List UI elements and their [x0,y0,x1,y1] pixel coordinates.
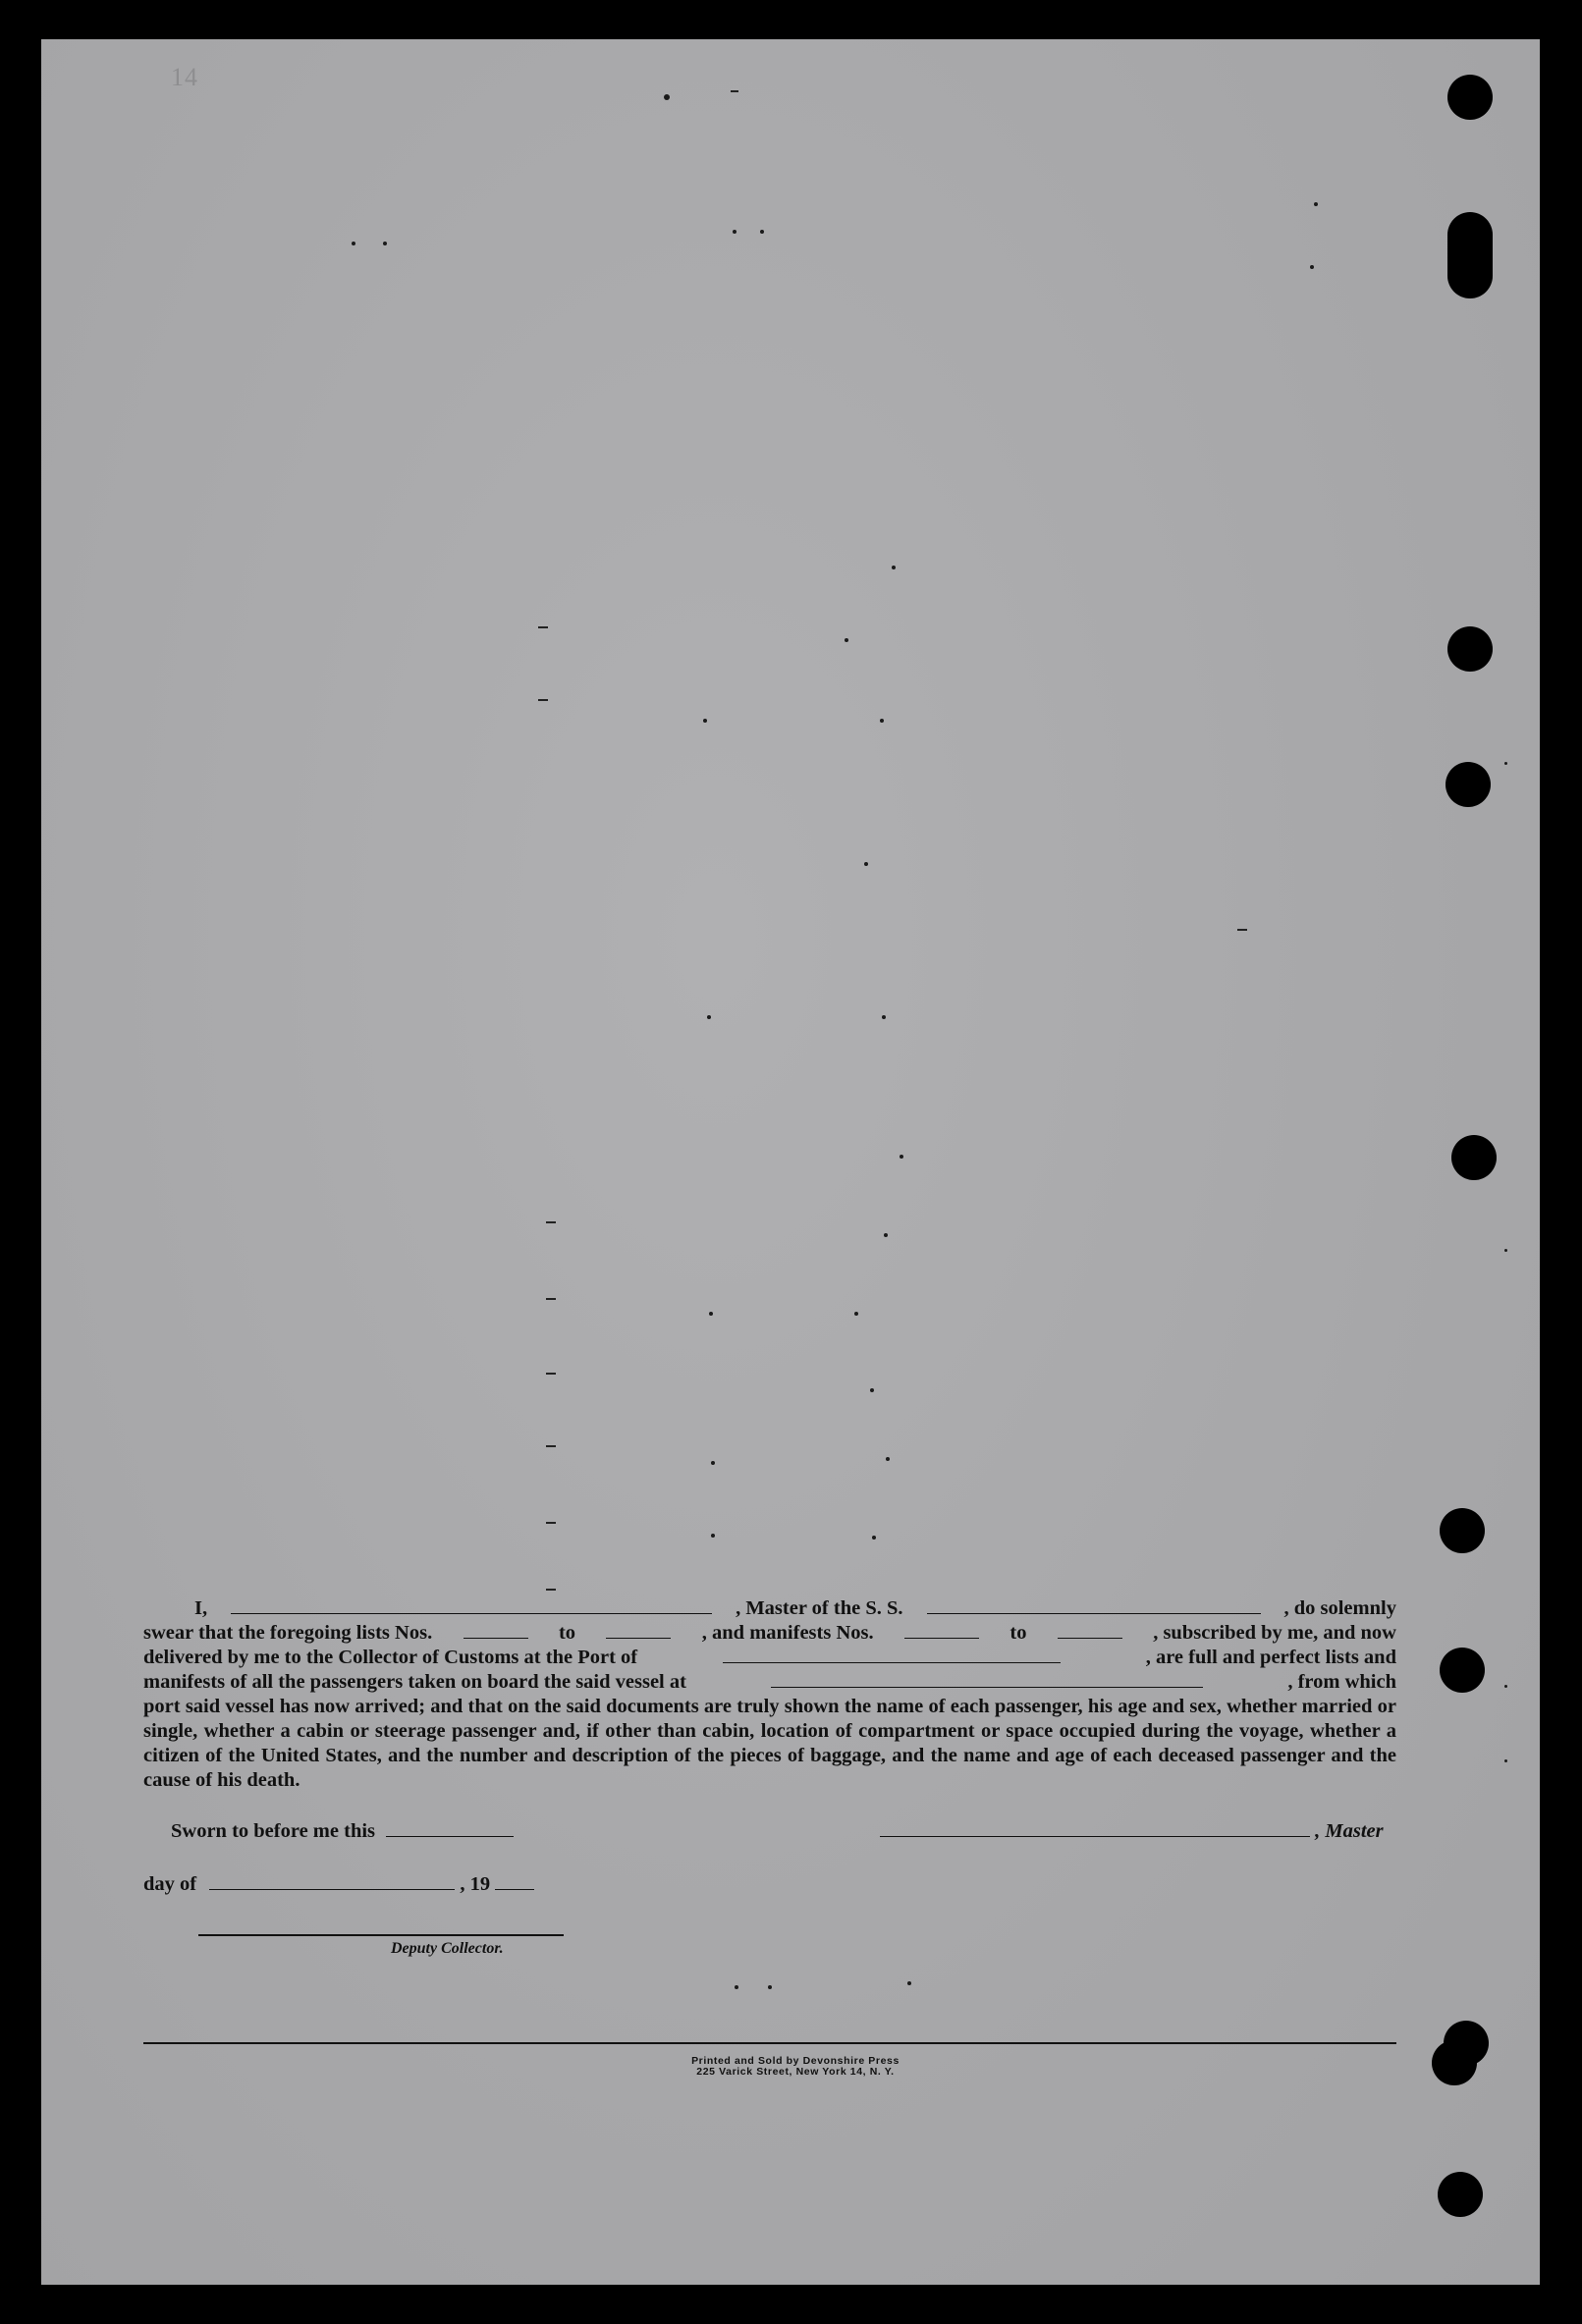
master-name-blank[interactable] [231,1597,712,1614]
deputy-collector-label: Deputy Collector. [391,1940,504,1957]
scan-speck [1310,265,1314,269]
port-of-departure-blank[interactable] [771,1671,1203,1688]
scan-speck [864,862,868,866]
deputy-signature-line[interactable] [198,1934,564,1936]
punch-hole [1440,1508,1485,1553]
scan-mark [546,1298,556,1300]
scan-speck [1504,1685,1507,1688]
oath-line [143,1596,1396,1621]
oath-i: I, [194,1597,208,1619]
scan-speck [854,1312,858,1316]
day-of-row [143,1873,534,1896]
month-blank[interactable] [209,1873,455,1890]
footer-rule [143,2042,1396,2044]
scan-speck [735,1985,738,1989]
manifest-to-blank[interactable] [1058,1622,1122,1639]
scan-mark [546,1445,556,1447]
scan-speck [707,1015,711,1019]
scan-mark [538,626,548,628]
scan-speck [711,1461,715,1465]
paper-sheet [41,39,1540,2285]
punch-hole [1440,1648,1485,1693]
oath-master-of: , Master of the S. S. [736,1597,903,1619]
punch-hole [1432,2040,1477,2085]
scan-speck [870,1388,874,1392]
scan-speck [872,1536,876,1540]
scan-speck [709,1312,713,1316]
master-signature-row [880,1820,1384,1843]
list-to-blank[interactable] [606,1622,671,1639]
scan-mark [546,1522,556,1524]
scan-mark [731,90,738,92]
oath-to-1: to [558,1622,576,1644]
scan-speck [907,1981,911,1985]
scan-mark [546,1373,556,1375]
scan-speck [711,1534,715,1538]
oath-statement [143,1596,1396,1793]
scan-speck [768,1985,772,1989]
master-signature-blank[interactable] [880,1820,1310,1837]
oath-manifests: , and manifests Nos. [701,1622,874,1644]
port-of-arrival-blank[interactable] [723,1647,1061,1663]
oath-line [143,1670,1396,1695]
oath-do-solemnly: , do solemnly [1283,1597,1396,1619]
oath-delivered: delivered by me to the Collector of Customs at the Port of [143,1647,638,1668]
scan-speck [845,638,848,642]
master-label: , Master [1315,1820,1384,1842]
scan-speck [886,1457,890,1461]
scan-mark [538,699,548,701]
ship-name-blank[interactable] [927,1597,1261,1614]
scan-mark [1237,929,1247,931]
oath-to-2: to [1009,1622,1027,1644]
oath-from-which: , from which [1287,1671,1396,1693]
imprint-line-2: 225 Varick Street, New York 14, N. Y. [696,2066,895,2078]
scan-speck [383,242,387,245]
sworn-label: Sworn to before me this [171,1820,376,1842]
scan-speck [703,719,707,723]
scan-speck [880,719,884,723]
punch-hole [1451,1135,1497,1180]
scan-speck [352,242,355,245]
manifest-from-blank[interactable] [904,1622,979,1639]
scan-speck [1504,1759,1507,1762]
scan-speck [664,94,670,100]
printer-imprint [628,2056,962,2078]
punch-hole [1438,2172,1483,2217]
year-prefix: , 19 [460,1873,491,1895]
oath-swear: swear that the foregoing lists Nos. [143,1622,433,1644]
punch-hole [1447,75,1493,120]
scan-speck [1504,762,1507,765]
scan-speck [1504,1249,1507,1252]
scan-speck [882,1015,886,1019]
scan-speck [900,1155,903,1159]
punch-hole [1446,762,1491,807]
scan-speck [892,566,896,569]
imprint-line-1: Printed and Sold by Devonshire Press [691,2055,900,2067]
oath-line [143,1646,1396,1670]
year-blank[interactable] [495,1873,534,1890]
day-of-label: day of [143,1873,197,1895]
page-number: 14 [171,63,198,91]
scan-speck [733,230,736,234]
scan-mark [546,1589,556,1591]
punch-hole [1447,212,1493,298]
oath-manifests-of: manifests of all the passengers taken on board the said vessel at [143,1671,686,1693]
scan-speck [884,1233,888,1237]
oath-full-lists: , are full and perfect lists and [1145,1647,1396,1668]
scan-mark [546,1221,556,1223]
oath-line [143,1621,1396,1646]
list-from-blank[interactable] [464,1622,528,1639]
oath-body-text: port said vessel has now arrived; and that on the said documents are truly shown the name of each passenger, his age and sex, whether married or single, whether a cabin or steerage passenger and, if other than cabin, location of compartment or space occupied during the voyage, whether a citizen of the United States, and the number and description of the pieces of baggage, and the name and age of each deceased passenger and the cause of his death. [143,1696,1396,1791]
punch-hole [1447,626,1493,672]
sworn-day-blank[interactable] [386,1820,514,1837]
scan-speck [760,230,764,234]
oath-subscribed: , subscribed by me, and now [1153,1622,1396,1644]
sworn-row [171,1820,514,1843]
scan-speck [1314,202,1318,206]
